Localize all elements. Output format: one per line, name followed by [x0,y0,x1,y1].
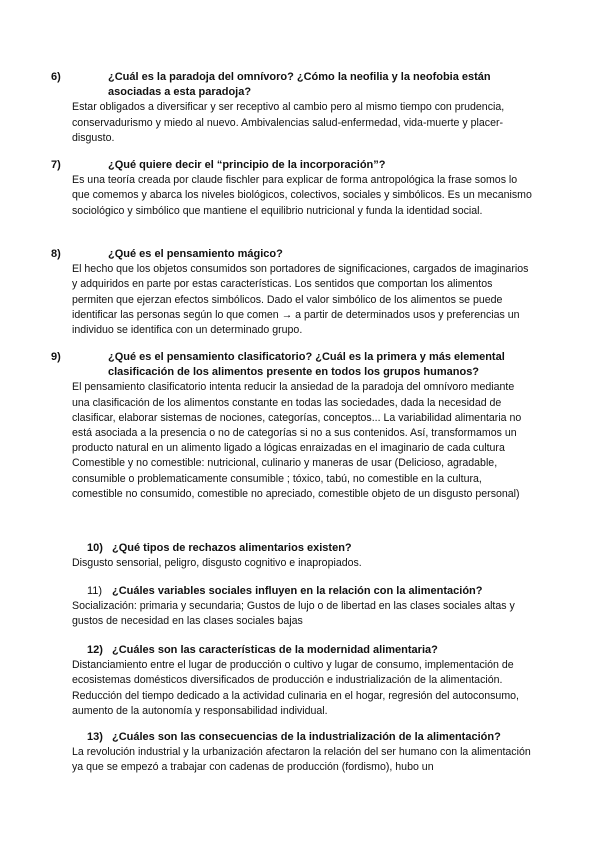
question-7 [51,158,534,219]
question-number: 9) [51,351,61,363]
question-9 [51,350,534,502]
answer [72,658,534,719]
question-title: ¿Cuáles son las características de la modernidad alimentaria? [112,644,438,656]
question-number: 7) [51,159,61,171]
question-number: 13) [87,731,103,743]
answer-paragraph: El hecho que los objetos consumidos son portadores de significaciones, cargados de imaginarios y adquiridos en parte por estas características. Los sentidos que comportan los alimentos permiten que ejerzan efectos simbólicos. Dado el valor simbólico de los alimentos se puede identificar las personas según lo que comen → a partir de determinados usos y preferencias un individuo se identifica con un determinado grupo. [72,263,529,337]
question-title: ¿Qué es el pensamiento clasificatorio? ¿Cuál es la primera y más elemental clasificación de los alimentos presente en todos los grupos humanos? [108,351,505,379]
question-8 [51,247,534,338]
answer-paragraph: Distanciamiento entre el lugar de producción o cultivo y lugar de consumo, implementación de ecosistemas domésticos diversificados de producción e industrialización de la alimentación. Reducción del tiempo dedicado a la actividad culinaria en el hogar, regresión del autoconsumo, aumento de la autonomía y responsabilidad individual. [72,659,519,717]
question-heading [72,643,534,658]
question-title: ¿Cuáles son las consecuencias de la industrialización de la alimentación? [112,731,501,743]
answer-paragraph: Disgusto sensorial, peligro, disgusto cognitivo e inapropiados. [72,557,362,570]
question-heading [51,350,534,380]
question-heading [72,730,534,745]
question-title: ¿Cuál es la paradoja del omnívoro? ¿Cómo la neofilia y la neofobia están asociadas a esta paradoja? [108,71,491,99]
question-title: ¿Qué tipos de rechazos alimentarios existen? [112,542,352,554]
answer-paragraph: Estar obligados a diversificar y ser receptivo al cambio pero al mismo tiempo con prudencia, conservadurismo y miedo al nuevo. Ambivalencias salud-enfermedad, vida-muerte y placer-disgusto. [72,101,505,144]
answer [72,599,534,629]
question-title: ¿Qué es el pensamiento mágico? [108,248,283,260]
answer-paragraph: Socialización: primaria y secundaria; Gustos de lujo o de libertad en las clases sociales altas y gustos de necesidad en las clases sociales bajas [72,600,515,628]
answer-paragraph: El pensamiento clasificatorio intenta reducir la ansiedad de la paradoja del omnívoro mediante una clasificación de los alimentos constante en todas las sociedades, dada la necesidad de clasificar, elaborar sistemas de nociones, categorías, conceptos... La variabilidad alimentaria no está asociada a la presencia o no de categorías si no a sus contenidos. Así, transformamos un producto natural en un alimento ligado a lógicas enraizadas en el imaginario de cada cultura [72,381,522,455]
answer [72,380,534,502]
question-heading [72,584,534,599]
question-number: 6) [51,71,61,83]
question-title: ¿Qué quiere decir el “principio de la incorporación”? [108,159,386,171]
answer [72,173,534,219]
answer [72,745,534,775]
answer [72,262,534,338]
question-title: ¿Cuáles variables sociales influyen en la relación con la alimentación? [112,585,483,597]
question-number: 12) [87,644,103,656]
question-heading [51,70,534,100]
question-10 [72,541,534,571]
question-heading [51,158,534,173]
answer-paragraph: Comestible y no comestible: nutricional, culinario y maneras de usar (Delicioso, agradable, consumible o problematicamente consumible ; tóxico, tabú, no comestible en la cultura, comestible no consumido, comestible no apreciado, comestible objeto de un disgusto personal) [72,457,520,500]
answer [72,100,534,146]
question-13 [72,730,534,776]
question-6 [51,70,534,146]
answer-paragraph: La revolución industrial y la urbanización afectaron la relación del ser humano con la alimentación ya que se empezó a trabajar con cadenas de producción (fordismo), hubo un [72,746,531,774]
answer [72,556,534,571]
question-12 [72,643,534,719]
question-heading [51,247,534,262]
question-number: 11) [87,585,103,597]
answer-paragraph: Es una teoría creada por claude fischler para explicar de forma antropológica la frase somos lo que comemos y abarca los niveles biológicos, colectivos, sociales y simbólicos. Es un mecanismo sociológico y simbólico que mantiene el equilibrio nutricional y funda la identidad social. [72,174,532,217]
question-heading [72,541,534,556]
question-number: 10) [87,542,103,554]
question-number: 8) [51,248,61,260]
question-11 [72,584,534,630]
